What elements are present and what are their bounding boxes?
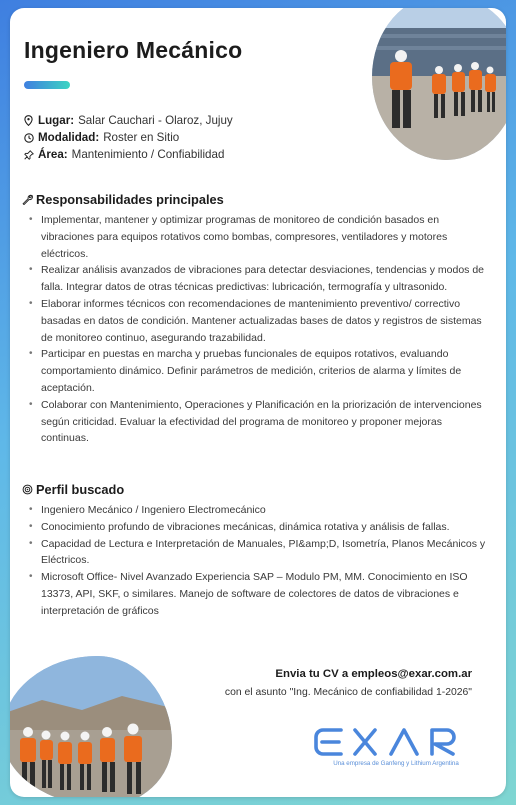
meta-modalidad <box>24 129 233 146</box>
list-item: • Capacidad de Lectura e Interpretación de Manuales, PI&amp;D, Isometría, Planos Mecánicos y Eléctricos. <box>26 536 488 570</box>
wrench-icon <box>22 194 33 205</box>
target-icon <box>22 484 33 495</box>
responsibilities-title: Responsabilidades principales <box>36 192 224 207</box>
meta-modalidad-label: Modalidad: <box>38 131 100 144</box>
list-item: • Elaborar informes técnicos con recomendaciones de mantenimiento preventivo/ correctivo basadas en datos de condición. Mantener actualizadas bases de datos y registros de sistemas de monitoreo continuo, asegurando trazabilidad. <box>26 296 488 346</box>
meta-area-value: Mantenimiento / Confiabilidad <box>71 148 225 161</box>
meta-lugar <box>24 112 233 129</box>
list-item: • Implementar, mantener y optimizar programas de monitoreo de condición basados en vibraciones para equipos rotativos como bombas, compresores, ventiladores y motores eléctricos. <box>26 212 488 262</box>
responsibilities-heading <box>22 192 224 207</box>
profile-list <box>26 502 488 620</box>
list-item: • Conocimiento profundo de vibraciones mecánicas, dinámica rotativa y análisis de fallas. <box>26 519 488 536</box>
list-item: • Colaborar con Mantenimiento, Operaciones y Planificación en la priorización de intervenciones según criticidad. Evaluar la efectividad del programa de monitoreo y proponer mejoras continuas. <box>26 397 488 447</box>
list-item: • Realizar análisis avanzados de vibraciones para detectar desviaciones, tendencias y modos de falla. Integrar datos de otras técnicas predictivas: lubricación, termografía y ultrasonido. <box>26 262 488 296</box>
meta-lugar-value: Salar Cauchari - Olaroz, Jujuy <box>78 114 233 127</box>
exar-logo <box>313 726 475 758</box>
title-accent-bar <box>24 81 70 89</box>
cta-subject: con el asunto "Ing. Mecánico de confiabilidad 1-2026" <box>224 687 472 698</box>
profile-title: Perfil buscado <box>36 482 125 497</box>
meta-lugar-label: Lugar: <box>38 114 75 127</box>
job-title: Ingeniero Mecánico <box>24 37 243 63</box>
job-meta <box>24 112 233 163</box>
list-item: • Microsoft Office- Nivel Avanzado Experiencia SAP – Modulo PM, MM. Conocimiento en ISO 13373, API, SKF, o similares. Manejo de software de colectores de datos de vibraciones e interpretación de gráficos <box>26 569 488 619</box>
profile-heading <box>22 482 124 497</box>
list-item: • Participar en puestas en marcha y pruebas funcionales de equipos rotativos, evaluando comportamiento dinámico. Definir parámetros de medición, criterios de alarma y límites de aceptación. <box>26 346 488 396</box>
job-posting-card <box>10 8 506 797</box>
workers-photo-top <box>372 8 506 160</box>
list-item: • Ingeniero Mecánico / Ingeniero Electromecánico <box>26 502 488 519</box>
workers-photo-bottom <box>10 656 172 797</box>
responsibilities-list <box>26 212 488 447</box>
meta-area-label: Área: <box>38 148 68 161</box>
meta-area <box>24 146 233 163</box>
location-pin-icon <box>24 115 36 126</box>
cta-email: Envia tu CV a empleos@exar.com.ar <box>275 668 472 680</box>
clock-icon <box>24 133 36 143</box>
meta-modalidad-value: Roster en Sitio <box>103 131 180 144</box>
pin-icon <box>24 150 36 160</box>
brand-tagline: Una empresa de Ganfeng y Lithium Argentina <box>333 760 459 767</box>
